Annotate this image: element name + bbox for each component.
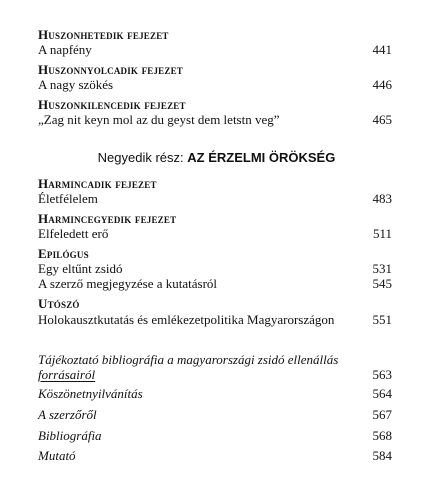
toc-entry-title: A szerző megjegyzése a kutatásról: [38, 276, 218, 291]
toc-entry-page: 545: [372, 276, 392, 291]
toc-entry-page: 483: [372, 191, 392, 206]
toc-entry-page: 551: [372, 312, 392, 327]
part-name: AZ ÉRZELMI ÖRÖKSÉG: [187, 150, 336, 165]
toc-entry-page: 567: [372, 407, 392, 422]
afterword-heading: Utószó: [38, 296, 80, 311]
toc-entry-title: Életfélelem: [38, 191, 98, 206]
toc-entry-title: A szerzőről: [38, 407, 97, 422]
toc-entry-title-line1: Tájékoztató bibliográfia a magyarországi zsidó ellenállás: [38, 352, 339, 367]
toc-entry-page: 568: [372, 428, 392, 443]
toc-entry-title: Elfeledett erő: [38, 226, 109, 241]
chapter-heading: Harmincadik fejezet: [38, 176, 157, 191]
toc-entry-title: Bibliográfia: [38, 428, 102, 443]
toc-entry-page: 465: [372, 112, 392, 127]
chapter-heading: Harmincegyedik fejezet: [38, 211, 177, 226]
toc-entry-title: A napfény: [38, 42, 92, 57]
toc-entry-title: Köszönetnyilvánítás: [38, 386, 143, 401]
toc-entry-page: 564: [372, 386, 392, 401]
toc-entry-title: „Zag nit keyn mol az du geyst dem letstn veg”: [38, 112, 280, 127]
toc-entry-page: 446: [372, 77, 392, 92]
toc-entry-title: Egy eltűnt zsidó: [38, 261, 123, 276]
toc-entry-page: 531: [372, 261, 392, 276]
toc-entry-page: 511: [372, 226, 392, 241]
toc-entry-title: A nagy szökés: [38, 77, 114, 92]
part-prefix: Negyedik rész:: [97, 150, 184, 165]
epilogue-heading: Epilógus: [38, 246, 89, 261]
chapter-heading: Huszonhetedik fejezet: [38, 27, 169, 42]
chapter-heading: Huszonkilencedik fejezet: [38, 97, 186, 112]
toc-entry-page: 563: [372, 367, 392, 382]
toc-entry-title: Mutató: [38, 448, 76, 463]
toc-entry-page: 584: [372, 448, 392, 463]
toc-entry-title: Holokausztkutatás és emlékezetpolitika Magyarországon: [38, 312, 335, 327]
chapter-heading: Huszonnyolcadik fejezet: [38, 62, 183, 77]
toc-entry-title-line2: forrásairól: [38, 367, 96, 382]
toc-entry-page: 441: [372, 42, 392, 57]
part-title: [0, 150, 433, 165]
